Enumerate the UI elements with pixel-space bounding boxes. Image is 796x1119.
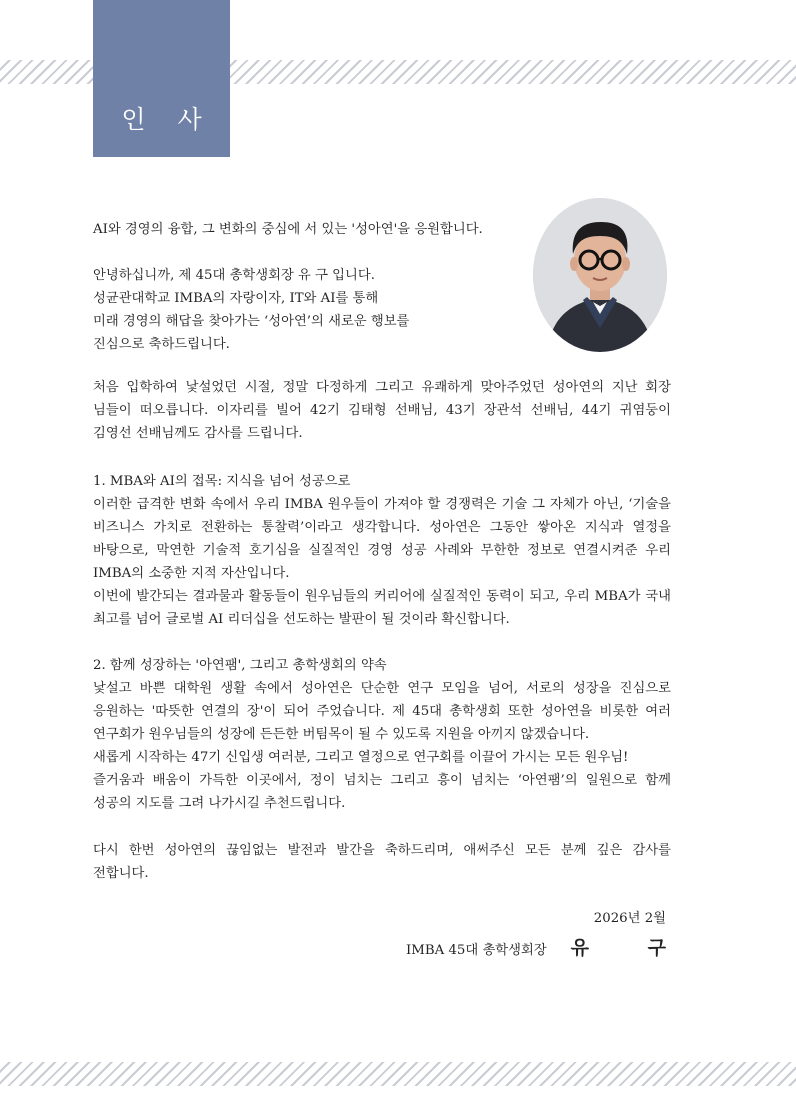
signature-org: IMBA 45대 총학생회장: [405, 943, 547, 958]
memories-line: 님들이 떠오릅니다. 이자리를 빌어 42기 김태형 선배님, 43기 장관석 선배님, 44기 귀염둥이: [93, 403, 671, 418]
page-title: 인 사: [121, 105, 214, 134]
section1-line: IMBA의 소중한 지적 자산입니다.: [93, 566, 290, 581]
memories-line: 김영선 선배님께도 감사를 드립니다.: [93, 426, 303, 441]
section2-line: 응원하는 '따뜻한 연결의 장'이 되어 주었습니다. 제 45대 총학생회 또한 성아연을 비롯한 여러: [93, 704, 671, 719]
closing-line: 다시 한번 성아연의 끊임없는 발전과 발간을 축하드리며, 애써주신 모든 분께 깊은 감사를: [93, 843, 671, 858]
section2-line: 새롭게 시작하는 47기 신입생 여러분, 그리고 열정으로 연구회를 이끌어 가시는 모든 원우님!: [93, 750, 629, 765]
section2-line: 즐거움과 배움이 가득한 이곳에서, 정이 넘치는 그리고 흥이 넘치는 ‘아연팸’의 일원으로 함께: [93, 773, 671, 788]
signature-block: [405, 933, 692, 960]
section2-block: [93, 654, 671, 815]
section2-line: 연구회가 원우님들의 성장에 든든한 버팀목이 될 수 있도록 지원을 아끼지 않겠습니다.: [93, 727, 590, 742]
memories-paragraph: [93, 376, 671, 445]
section1-block: [93, 470, 671, 631]
section1-heading: 1. MBA와 AI의 접목: 지식을 넘어 성공으로: [93, 474, 351, 489]
intro-headline: AI와 경영의 융합, 그 변화의 중심에 서 있는 '성아연'을 응원합니다.: [93, 222, 483, 237]
title-box: [93, 0, 230, 157]
section2-line: 성공의 지도를 그려 나가시길 추천드립니다.: [93, 796, 346, 811]
section1-line: 최고를 넘어 글로벌 AI 리더십을 선도하는 발판이 될 것이라 확신합니다.: [93, 612, 510, 627]
greeting-line: 미래 경영의 해답을 찾아가는 ‘성아연’의 새로운 행보를: [93, 314, 410, 329]
memories-line: 처음 입학하여 낯설었던 시절, 정말 다정하게 그리고 유쾌하게 맞아주었던 성아연의 지난 회장: [93, 380, 671, 395]
greeting-block: [93, 264, 671, 356]
section1-line: 비즈니스 가치로 전환하는 통찰력’이라고 생각합니다. 성아연은 그동안 쌓아온 지식과 열정을: [93, 520, 671, 535]
bottom-stripe-band: [0, 1062, 796, 1086]
section1-line: 바탕으로, 막연한 기술적 호기심을 실질적인 경영 성공 사례와 무한한 정보로 연결시켜준 우리: [93, 543, 671, 558]
signature-name: 유 구: [570, 937, 692, 959]
intro-headline-block: [93, 218, 671, 241]
closing-line: 전합니다.: [93, 866, 149, 881]
closing-paragraph: [93, 839, 671, 885]
section2-heading: 2. 함께 성장하는 '아연팸', 그리고 총학생회의 약속: [93, 658, 387, 673]
signature-date: 2026년 2월: [593, 911, 666, 926]
greeting-line: 진심으로 축하드립니다.: [93, 337, 230, 352]
section1-line: 이러한 급격한 변화 속에서 우리 IMBA 원우들이 가져야 할 경쟁력은 기술 그 자체가 아닌, ‘기술을: [93, 497, 671, 512]
greeting-line: 안녕하십니까, 제 45대 총학생회장 유 구 입니다.: [93, 268, 375, 283]
section1-line: 이번에 발간되는 결과물과 활동들이 원우님들의 커리어에 실질적인 동력이 되고, 우리 MBA가 국내: [93, 589, 671, 604]
greeting-line: 성균관대학교 IMBA의 자랑이자, IT와 AI를 통해: [93, 291, 379, 306]
section2-line: 낯설고 바쁜 대학원 생활 속에서 성아연은 단순한 연구 모임을 넘어, 서로의 성장을 진심으로: [93, 681, 671, 696]
